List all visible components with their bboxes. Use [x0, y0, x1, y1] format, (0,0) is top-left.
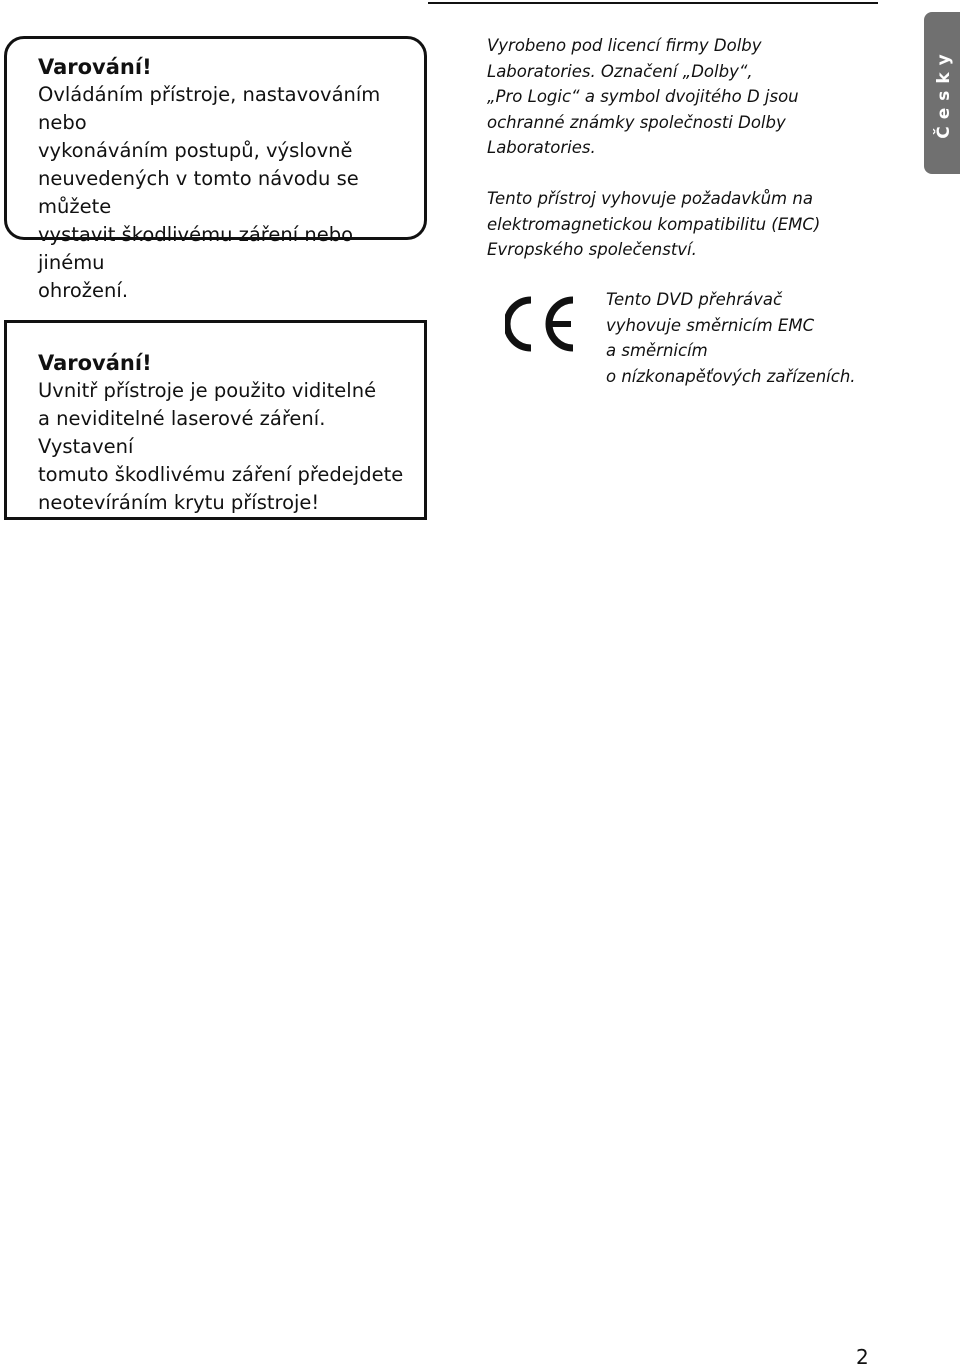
warning-text: Ovládáním přístroje, nastavováním nebo vykonáváním postupů, výslovně neuvedených v tomto návodu se můžete vystavit škodlivému záření nebo jinému ohrožení.	[38, 83, 381, 302]
warning-title: Varování!	[38, 351, 152, 375]
ce-mark-icon	[505, 296, 577, 352]
dvd-compliance-text: Tento DVD přehrávač vyhovuje směrnicím EMC a směrnicím o nízkonapěťových zařízeních.	[606, 290, 856, 386]
header-rule	[428, 2, 878, 4]
warning-box-laser	[4, 320, 427, 520]
page-number: 2	[856, 1345, 869, 1369]
warning-box-operation	[4, 36, 427, 302]
language-tab	[924, 12, 960, 174]
language-tab-label: Česky	[934, 47, 955, 139]
emc-compliance-notice: Tento přístroj vyhovuje požadavkům na elektromagnetickou kompatibilitu (EMC) Evropského společenství.	[487, 189, 821, 259]
warning-title: Varování!	[38, 55, 152, 79]
warning-text: Uvnitř přístroje je použito viditelné a neviditelné laserové záření. Vystavení tomuto škodlivému záření předejdete neotevíráním krytu přístroje!	[38, 379, 404, 514]
dolby-license-notice: Vyrobeno pod licencí firmy Dolby Laboratories. Označení „Dolby“, „Pro Logic“ a symbol dvojitého D jsou ochranné známky společnosti Dolby Laboratories.	[487, 36, 799, 157]
